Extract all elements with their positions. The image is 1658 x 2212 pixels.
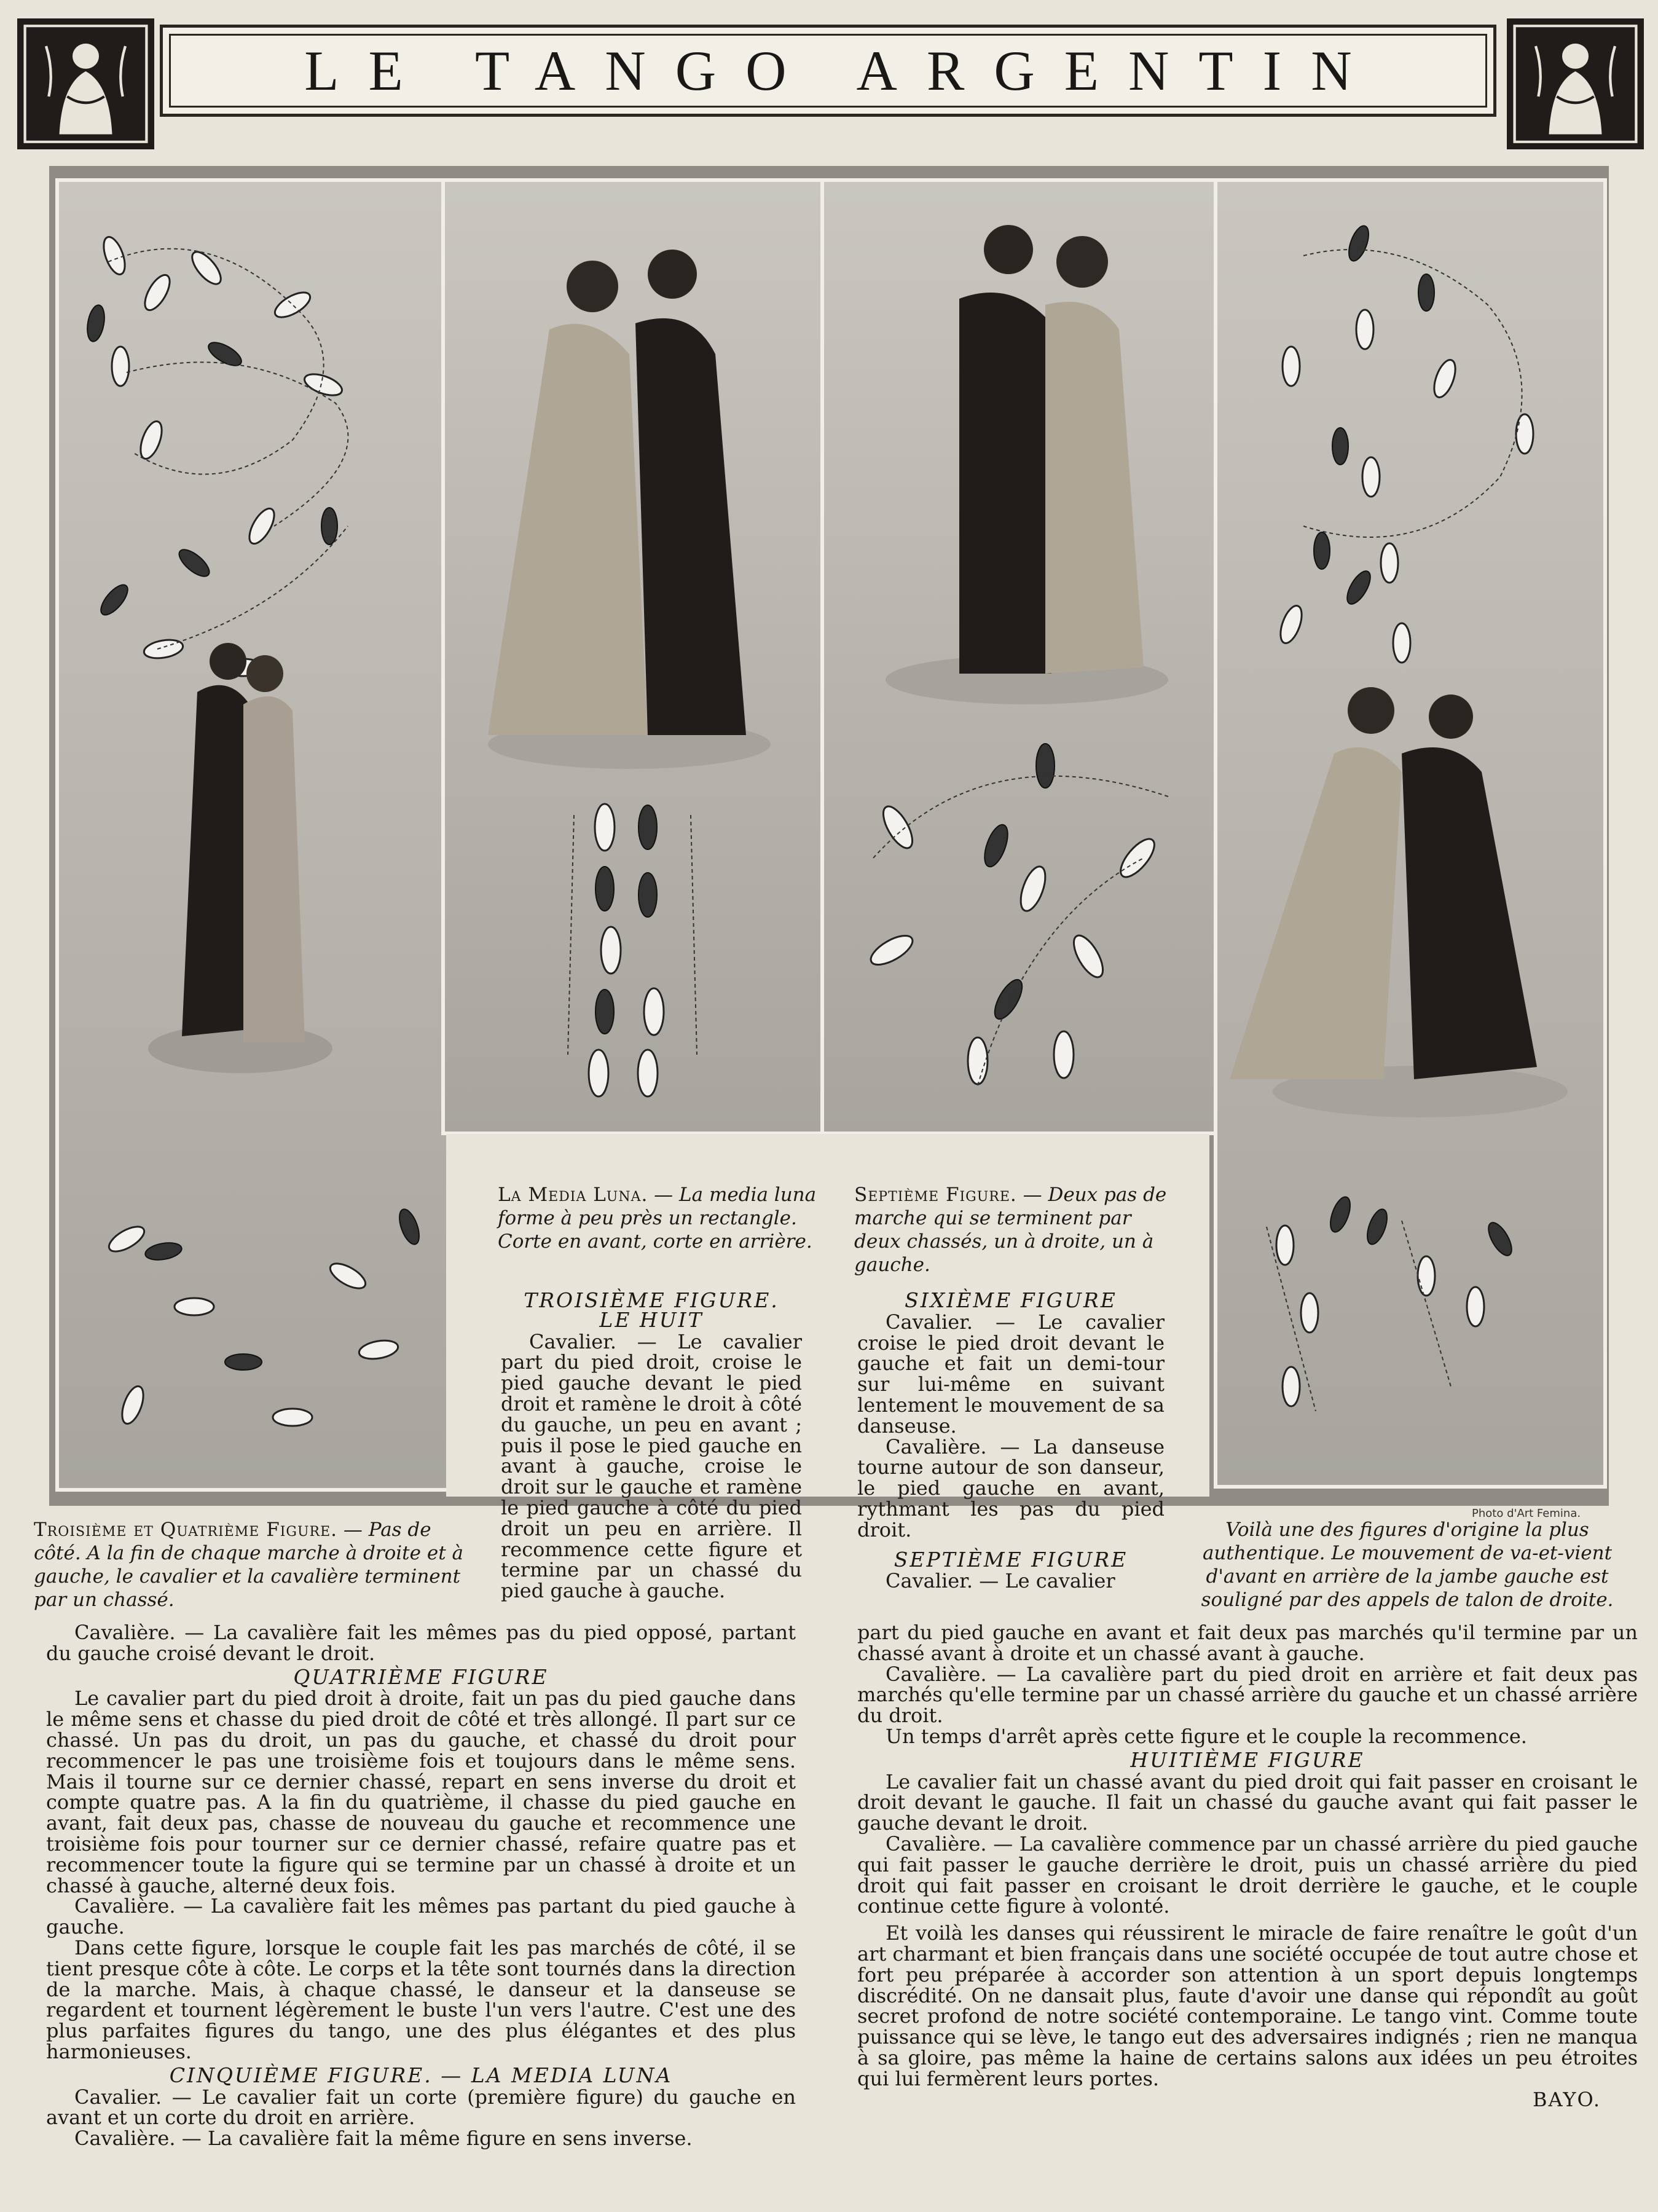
paragraph-septieme-cont: part du pied gauche en avant et fait deux pas marchés qu'il termine par un chassé avant à droite et un chassé avant à gauche. bbox=[857, 1621, 1638, 1665]
paragraph-sixieme-cavalier: Cavalier. — Le cavalier croise le pied droit devant le gauche et fait un demi-tour sur lui-même en suivant lentement le mouvement de sa danseuse. bbox=[857, 1310, 1165, 1438]
caption-troisieme-quatrieme-text: — Pas de côté. A la fin de chaque marche à droite et à gauche, le cavalier et la cavalière terminent par un chassé. bbox=[34, 1519, 463, 1611]
paragraph-septieme-cavaliere: Cavalière. — La cavalière part du pied droit en arrière et fait deux pas marchés qu'elle termine par un chassé arrière du gauche et un chassé arrière du droit. bbox=[857, 1662, 1638, 1728]
paragraph-cinquieme-cavalier: Cavalier. — Le cavalier fait un corte (première figure) du gauche en avant et un corte du droit en arrière. bbox=[46, 2085, 796, 2130]
caption-origine: Voilà une des figures d'origine la plus authentique. Le mouvement de va-et-vient d'avant en arrière de la jambe gauche est souligné par des appels de talon de droite. bbox=[1201, 1519, 1614, 1611]
ornament-left-icon bbox=[17, 18, 154, 149]
heading-troisieme: TROISIÈME FIGURE. bbox=[524, 1288, 779, 1312]
heading-quatrieme: QUATRIÈME FIGURE bbox=[293, 1664, 549, 1689]
dance-diagram-photo-3 bbox=[824, 182, 1217, 1132]
title-box bbox=[160, 25, 1496, 117]
dance-diagram-photo-1 bbox=[59, 182, 446, 1488]
dance-diagram-photo-4 bbox=[1217, 182, 1603, 1485]
paragraph-quatrieme-cavaliere: Cavalière. — La cavalière fait les mêmes pas partant du pied gauche à gauche. bbox=[46, 1894, 796, 1939]
heading-le-huit: LE HUIT bbox=[599, 1307, 704, 1332]
paragraph-septieme-start: Cavalier. — Le cavalier bbox=[886, 1569, 1115, 1593]
paragraph-sixieme-cavaliere: Cavalière. — La danseuse tourne autour de son danseur, le pied gauche en avant, rythmant les pas du pied droit. bbox=[857, 1435, 1165, 1541]
photo-panel-origine bbox=[1214, 178, 1607, 1489]
paragraph-cinquieme-cavaliere: Cavalière. — La cavalière fait la même figure en sens inverse. bbox=[74, 2127, 693, 2151]
paragraph-quatrieme-note: Dans cette figure, lorsque le couple fait les pas marchés de côté, il se tient presque côte à côte. Le corps et la tête sont tournés dans la direction de la marche. Mais, à chaque chassé, le danseur et la danseuse se regardent et tournent légèrement le buste l'un vers l'autre. C'est une des plus parfaites figures du tango, une des plus élégantes et des plus harmonieuses. bbox=[46, 1935, 796, 2063]
paragraph-quatrieme-cavalier: Le cavalier part du pied droit à droite, fait un pas du pied gauche dans le même sens et chasse du pied droit de côté et très allongé. Il part sur ce chassé. Un pas du droit, un pas du gauche, et chassé du droit pour recommencer le pas une troisième fois et toujours dans le même sens. Mais il tourne sur ce dernier chassé, repart en sens inverse du droit et compte quatre pas. A la fin du quatrième, il chasse du pied gauche en avant, fait deux pas, chasse de nouveau du gauche et recommence une troisième fois pour tourner sur ce dernier chassé, refaire quatre pas et recommencer toute la figure qui se termine par un chassé à droite et un chassé à gauche, alterné deux fois. bbox=[46, 1687, 796, 1897]
photo-credit: Photo d'Art Femina. bbox=[1472, 1507, 1581, 1520]
photo-panel-troisieme-quatrieme bbox=[55, 178, 450, 1492]
caption-media-luna bbox=[498, 1183, 817, 1253]
photo-panel-media-luna bbox=[441, 178, 825, 1135]
page-title: LE TANGO ARGENTIN bbox=[304, 39, 1381, 102]
photo-panel-septieme bbox=[820, 178, 1221, 1135]
paragraph-huitieme-cavalier: Le cavalier fait un chassé avant du pied droit qui fait passer en croisant le droit devant le gauche. Il fait un chassé du gauche avant qui fait passer le gauche devant le droit. bbox=[857, 1769, 1638, 1835]
heading-cinquieme: CINQUIÈME FIGURE. — LA MEDIA LUNA bbox=[169, 2063, 673, 2087]
paragraph-cavaliere-troisieme: Cavalière. — La cavalière fait les mêmes pas du pied opposé, partant du gauche croisé devant le droit. bbox=[46, 1621, 796, 1665]
caption-septieme-text: — Deux pas de marche qui se terminent par deux chassés, un à droite, un à gauche. bbox=[854, 1184, 1167, 1276]
paragraph-septieme-arret: Un temps d'arrêt après cette figure et le couple la recommence. bbox=[886, 1724, 1527, 1748]
paragraph-conclusion: Et voilà les danses qui réussirent le miracle de faire renaître le goût d'un art charmant et bien français dans une société occupée de tout autre chose et fort peu préparée à accorder son attention à un sport depuis longtemps discrédité. On ne dansait plus, faute d'avoir une danse qui répondît au goût secret profond de notre société contemporaine. Le tango vint. Comme toute puissance qui se lève, le tango eut des adversaires indignés ; rien ne manqua à sa gloire, pas même la haine de certains salons aux idées un peu étroites qui lui fermèrent leurs portes. bbox=[857, 1921, 1638, 2090]
caption-troisieme-quatrieme bbox=[34, 1518, 476, 1612]
heading-septieme: SEPTIÈME FIGURE bbox=[894, 1547, 1128, 1572]
dance-diagram-photo-2 bbox=[445, 182, 822, 1132]
caption-media-luna-head: La Media Luna. bbox=[498, 1184, 648, 1206]
middle-right-column bbox=[857, 1288, 1165, 1592]
left-column bbox=[46, 1623, 796, 2149]
heading-huitieme: HUITIÈME FIGURE bbox=[1130, 1747, 1365, 1772]
paragraph-huitieme-cavaliere: Cavalière. — La cavalière commence par un chassé arrière du pied gauche qui fait passer le gauche derrière le droit, puis un chassé arrière du pied droit qui fait passer en croisant le droit derrière le gauche, et le couple continue cette figure à volonté. bbox=[857, 1832, 1638, 1918]
caption-media-luna-text: — La media luna forme à peu près un rectangle. Corte en avant, corte en arrière. bbox=[498, 1184, 817, 1253]
ornament-right-icon bbox=[1507, 18, 1644, 149]
signature: BAYO. bbox=[1533, 2087, 1601, 2111]
caption-septieme bbox=[854, 1183, 1174, 1277]
caption-troisieme-quatrieme-head: Troisième et Quatrième Figure. bbox=[34, 1519, 338, 1541]
paragraph-troisieme: Cavalier. — Le cavalier part du pied droit, croise le pied gauche devant le pied droit et ramène le droit à côté du gauche, un peu en avant ; puis il pose le pied gauche en avant à gauche, croise le droit sur le gauche et ramène le pied gauche à côté du pied droit un peu en arrière. Il recommence cette figure et termine par un chassé du pied gauche à gauche. bbox=[501, 1329, 802, 1603]
right-column bbox=[857, 1623, 1638, 2110]
heading-sixieme: SIXIÈME FIGURE bbox=[905, 1288, 1117, 1312]
middle-left-column bbox=[501, 1288, 802, 1602]
caption-septieme-head: Septième Figure. bbox=[854, 1184, 1017, 1206]
